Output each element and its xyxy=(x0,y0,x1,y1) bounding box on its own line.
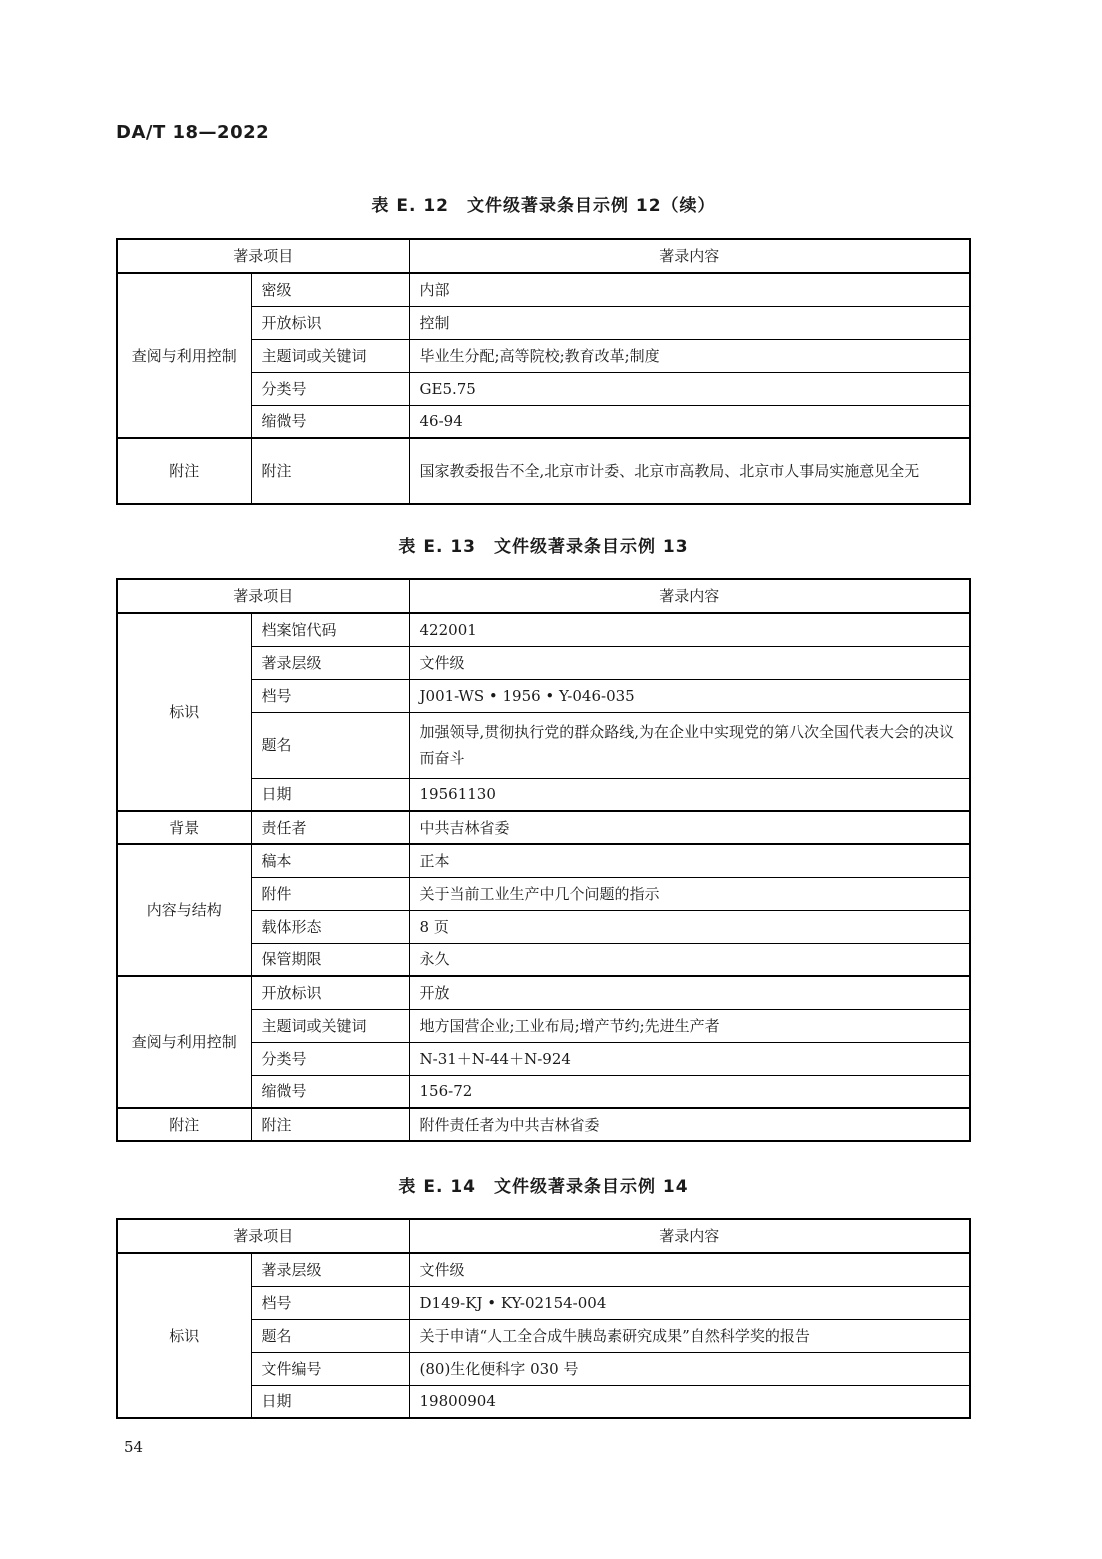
item-value: 文件级 xyxy=(409,646,970,679)
item-value: 毕业生分配;高等院校;教育改革;制度 xyxy=(409,339,970,372)
item-label: 缩微号 xyxy=(251,405,409,438)
item-value: 156-72 xyxy=(409,1075,970,1108)
column-header-content: 著录内容 xyxy=(409,579,970,613)
item-value: N-31＋N-44＋N-924 xyxy=(409,1042,970,1075)
group-label: 附注 xyxy=(117,438,251,504)
column-header-content: 著录内容 xyxy=(409,239,970,273)
item-label: 分类号 xyxy=(251,372,409,405)
item-label: 档号 xyxy=(251,1286,409,1319)
item-value: J001-WS • 1956 • Y-046-035 xyxy=(409,679,970,712)
item-label: 附注 xyxy=(251,438,409,504)
page-number: 54 xyxy=(124,1438,144,1456)
item-value: 8 页 xyxy=(409,910,970,943)
item-label: 开放标识 xyxy=(251,976,409,1009)
item-value: 正本 xyxy=(409,844,970,877)
item-label: 载体形态 xyxy=(251,910,409,943)
item-label: 档案馆代码 xyxy=(251,613,409,646)
item-value: 开放 xyxy=(409,976,970,1009)
item-label: 附注 xyxy=(251,1108,409,1141)
group-label: 查阅与利用控制 xyxy=(117,273,251,438)
item-label: 著录层级 xyxy=(251,646,409,679)
item-value: 422001 xyxy=(409,613,970,646)
table-caption: 表 E. 12 文件级著录条目示例 12（续） xyxy=(371,196,716,216)
item-value: 内部 xyxy=(409,273,970,306)
group-label: 标识 xyxy=(117,1253,251,1418)
item-value: 控制 xyxy=(409,306,970,339)
item-value: 关于当前工业生产中几个问题的指示 xyxy=(409,877,970,910)
item-value: 中共吉林省委 xyxy=(409,811,970,844)
item-label: 主题词或关键词 xyxy=(251,1009,409,1042)
item-label: 日期 xyxy=(251,778,409,811)
record-table-e14 xyxy=(116,1218,971,1419)
group-label: 标识 xyxy=(117,613,251,811)
column-header-item: 著录项目 xyxy=(117,239,409,273)
item-label: 著录层级 xyxy=(251,1253,409,1286)
group-label: 查阅与利用控制 xyxy=(117,976,251,1108)
item-label: 档号 xyxy=(251,679,409,712)
item-label: 题名 xyxy=(251,712,409,778)
column-header-item: 著录项目 xyxy=(117,1219,409,1253)
item-label: 主题词或关键词 xyxy=(251,339,409,372)
document-code: DA/T 18—2022 xyxy=(116,122,270,143)
item-label: 分类号 xyxy=(251,1042,409,1075)
item-label: 开放标识 xyxy=(251,306,409,339)
item-label: 保管期限 xyxy=(251,943,409,976)
item-value: 国家教委报告不全,北京市计委、北京市高教局、北京市人事局实施意见全无 xyxy=(409,438,970,504)
item-label: 附件 xyxy=(251,877,409,910)
item-value: (80)生化便科字 030 号 xyxy=(409,1352,970,1385)
item-value: D149-KJ • KY-02154-004 xyxy=(409,1286,970,1319)
item-label: 责任者 xyxy=(251,811,409,844)
item-value: 地方国营企业;工业布局;增产节约;先进生产者 xyxy=(409,1009,970,1042)
item-value: 附件责任者为中共吉林省委 xyxy=(409,1108,970,1141)
record-table-e13 xyxy=(116,578,971,1142)
item-value: 关于申请“人工全合成牛胰岛素研究成果”自然科学奖的报告 xyxy=(409,1319,970,1352)
item-label: 题名 xyxy=(251,1319,409,1352)
item-value: 加强领导,贯彻执行党的群众路线,为在企业中实现党的第八次全国代表大会的决议而奋斗 xyxy=(409,712,970,778)
item-value: 19561130 xyxy=(409,778,970,811)
table-caption: 表 E. 14 文件级著录条目示例 14 xyxy=(398,1177,689,1197)
group-label: 附注 xyxy=(117,1108,251,1141)
item-label: 日期 xyxy=(251,1385,409,1418)
column-header-item: 著录项目 xyxy=(117,579,409,613)
group-label: 背景 xyxy=(117,811,251,844)
item-value: GE5.75 xyxy=(409,372,970,405)
item-label: 文件编号 xyxy=(251,1352,409,1385)
item-label: 密级 xyxy=(251,273,409,306)
record-table-e12 xyxy=(116,238,971,505)
column-header-content: 著录内容 xyxy=(409,1219,970,1253)
item-value: 文件级 xyxy=(409,1253,970,1286)
item-label: 缩微号 xyxy=(251,1075,409,1108)
item-label: 稿本 xyxy=(251,844,409,877)
item-value: 46-94 xyxy=(409,405,970,438)
table-caption: 表 E. 13 文件级著录条目示例 13 xyxy=(398,537,689,557)
item-value: 永久 xyxy=(409,943,970,976)
item-value: 19800904 xyxy=(409,1385,970,1418)
group-label: 内容与结构 xyxy=(117,844,251,976)
